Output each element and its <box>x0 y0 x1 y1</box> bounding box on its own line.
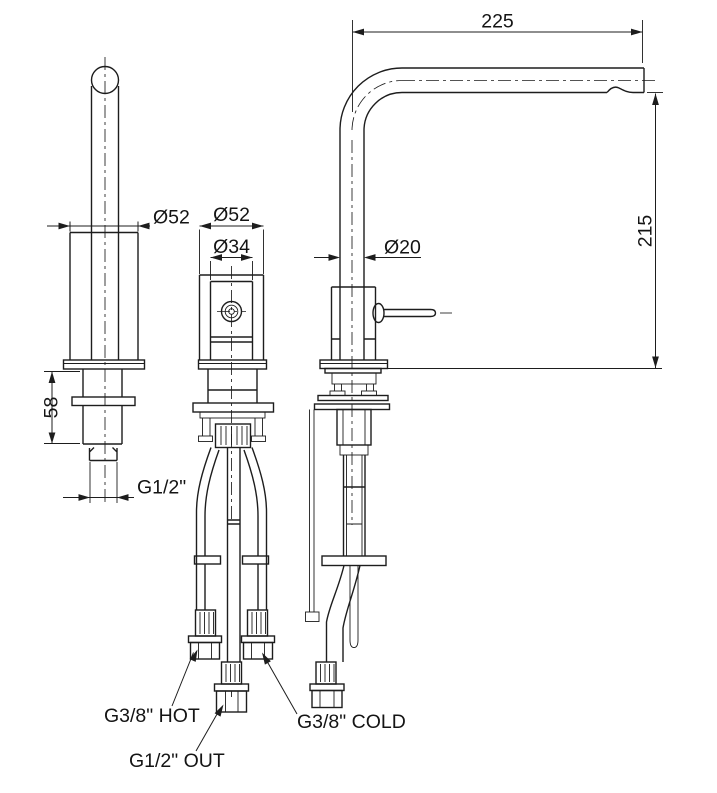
dim-label-spout-height: 215 <box>634 214 657 248</box>
side-nut-lines <box>320 691 334 708</box>
dim-under-counter-depth <box>41 372 81 444</box>
dim-label-under-counter-depth: 58 <box>40 396 63 419</box>
valve-housing <box>337 410 371 446</box>
dim-spout-tube-dia <box>314 237 421 261</box>
lever-hub <box>373 304 384 323</box>
deck-flange <box>199 360 267 369</box>
leader-hot <box>104 650 200 728</box>
horseshoe-washer <box>318 396 388 401</box>
cold-nut <box>244 643 273 660</box>
dim-outlet-thread <box>63 462 186 503</box>
shank-upper <box>83 369 122 397</box>
hose-cold <box>242 448 275 660</box>
out-nut-flange <box>215 684 249 691</box>
braid-lines <box>321 664 335 682</box>
dim-label-spout-tube-dia: Ø20 <box>384 236 421 259</box>
mounting-plate <box>193 403 274 412</box>
spout-tube-lines <box>92 86 119 360</box>
lower-washer <box>322 556 386 566</box>
pipe-inner <box>347 455 363 556</box>
dim-label-spout-reach: 225 <box>481 10 514 33</box>
centerline <box>352 81 659 526</box>
stud-foot-left <box>199 436 213 442</box>
base-shank <box>208 369 257 403</box>
fixing-stud-foot <box>306 612 320 622</box>
spout-bend <box>340 68 402 130</box>
dim-spout-reach <box>353 11 643 113</box>
spout-body-outline <box>70 233 138 361</box>
housing-neck <box>340 445 368 455</box>
side-nut <box>312 691 342 708</box>
dim-label-body-dia: Ø52 <box>213 204 250 226</box>
outlet-connector <box>215 662 249 712</box>
valve-housing-lines <box>343 410 365 446</box>
cold-nut-flange <box>242 636 275 643</box>
flange-lip <box>325 369 381 374</box>
label-hot: G3/8" HOT <box>104 705 200 727</box>
connection-labels <box>104 650 406 773</box>
mounting-bracket <box>200 412 265 418</box>
shank-threaded <box>83 406 122 445</box>
deck-flange <box>64 360 145 369</box>
aerator-wave <box>607 87 633 92</box>
dim-label-cartridge-dia: Ø34 <box>213 236 250 258</box>
hot-nut-flange <box>189 636 222 643</box>
label-cold: G3/8" COLD <box>297 711 406 733</box>
thread-hatch <box>221 426 247 445</box>
dim-spout-height <box>635 93 664 369</box>
lever-handle <box>384 310 436 317</box>
front-view-body <box>189 204 275 712</box>
hose-hot <box>189 448 222 660</box>
dim-label-spout-body-dia: Ø52 <box>153 206 190 229</box>
hose-braid <box>316 662 336 684</box>
shank-tip <box>90 448 118 461</box>
stud-foot-right <box>252 436 266 442</box>
mounting-bracket <box>332 373 376 384</box>
mounting-studs <box>203 418 263 436</box>
centerline <box>217 266 246 522</box>
deck-flange <box>320 360 388 369</box>
side-view <box>306 11 664 708</box>
body-side <box>332 287 376 360</box>
shank-washer <box>72 397 135 406</box>
label-out: G1/2" OUT <box>129 750 225 772</box>
dim-label-outlet-thread: G1/2" <box>137 476 187 499</box>
front-view-spout <box>41 57 190 505</box>
side-nut-flange <box>310 684 344 691</box>
outlet-pipe <box>228 448 241 663</box>
fixing-stud <box>310 410 315 613</box>
mounting-studs <box>335 384 374 391</box>
